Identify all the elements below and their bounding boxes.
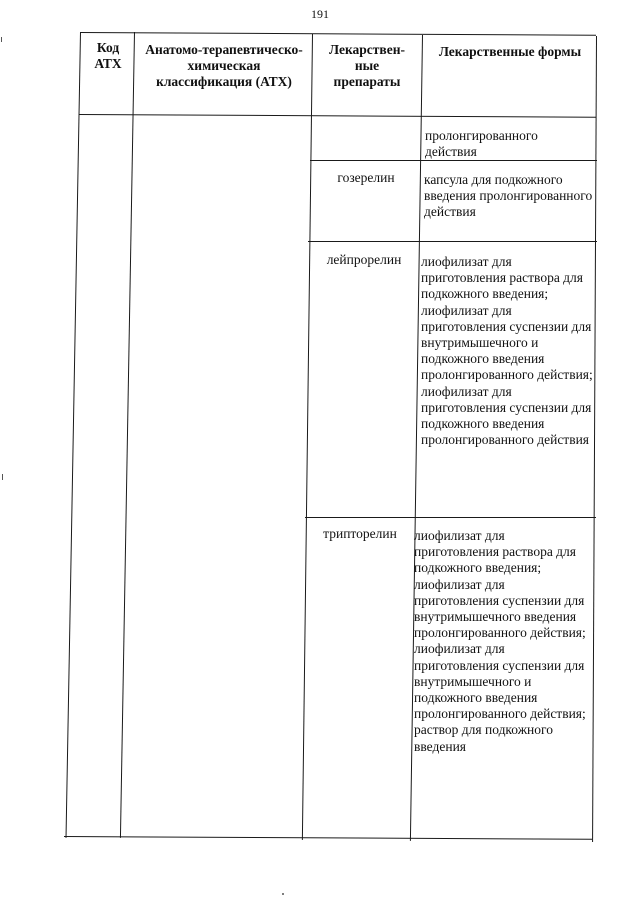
scan-mark: [1, 37, 2, 42]
scan-mark: [282, 893, 284, 895]
table-row-forms: лиофилизат для приготовления раствора для подкожного введения; лиофилизат для приготовления суспензии для внутримышечного введения пролонгированного действия; лиофилизат для приготовления суспензии для внутримышечного и подкожного введения пролонгированного действия; раствор для подкожного введения: [414, 528, 586, 754]
scan-mark: [2, 474, 3, 480]
table-top-border: [80, 32, 596, 36]
row-separator-2: [308, 241, 597, 242]
header-classification: Анатомо-терапевтическо-химическая классификация (АТХ): [145, 42, 303, 90]
header-bottom-border: [79, 114, 596, 118]
col-border-1: [120, 32, 135, 838]
table-row-drug: гозерелин: [337, 170, 395, 185]
header-forms: Лекарственные формы: [438, 44, 582, 59]
row-separator-3: [305, 517, 596, 518]
table-row-drug: лейпрорелин: [326, 252, 402, 267]
table-row-drug: трипторелин: [323, 526, 397, 541]
table-row-forms: пролонгированного действия: [425, 128, 538, 160]
header-code: Код АТХ: [94, 40, 122, 72]
table-row-forms: капсула для подкожного введения пролонгированного действия: [424, 172, 593, 220]
col-border-left: [66, 32, 81, 838]
table-bottom-border: [64, 836, 592, 840]
header-preparations: Лекарствен-ные препараты: [329, 42, 405, 90]
page-number: 191: [311, 7, 329, 21]
table-row-forms: лиофилизат для приготовления раствора для подкожного введения; лиофилизат для приготовления суспензии для внутримышечного и подкожного введения пролонгированного действия; лиофилизат для приготовления суспензии для подкожного введения пролонгированного действия: [421, 254, 593, 448]
col-border-2: [302, 34, 313, 840]
